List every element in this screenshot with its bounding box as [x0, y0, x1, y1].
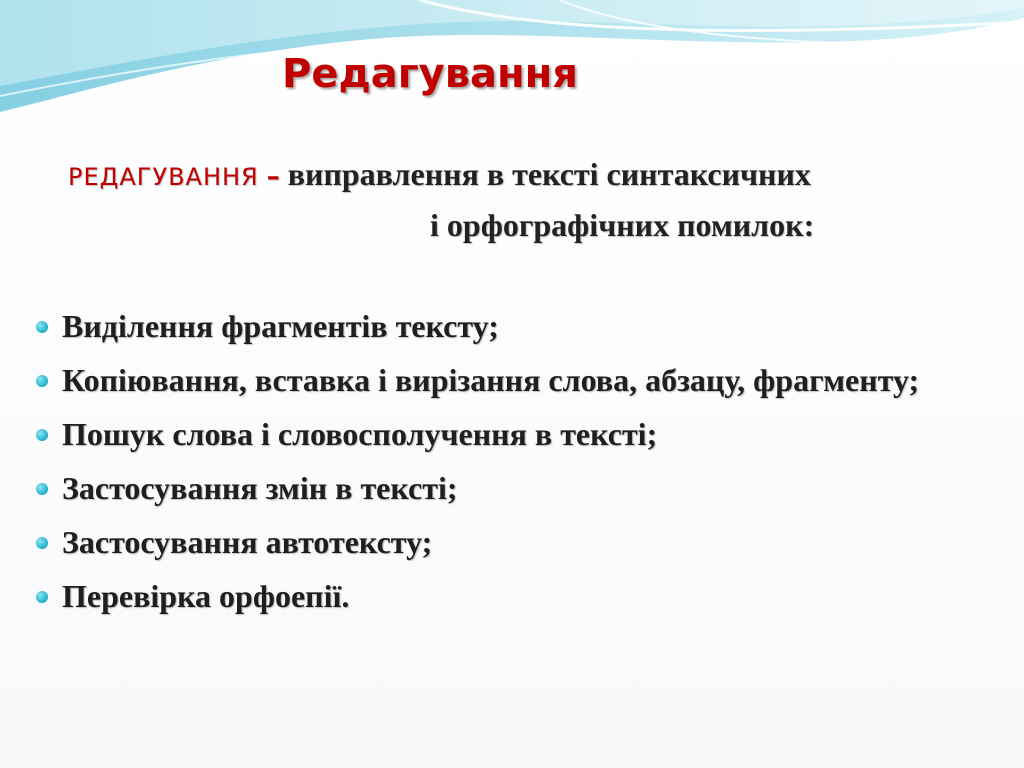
slide-title: Редагування	[282, 51, 578, 97]
definition-dash: –	[266, 162, 280, 192]
bullet-item	[34, 414, 974, 454]
bullet-text: Застосування автотексту;	[62, 524, 433, 560]
definition-term: РЕДАГУВАННЯ	[68, 163, 259, 191]
bullet-item	[34, 576, 974, 616]
bullet-item	[34, 522, 974, 562]
definition-block	[68, 150, 998, 249]
bullet-dot-icon	[36, 591, 48, 603]
definition-text-line-2: і орфографічних помилок:	[430, 207, 815, 243]
bullet-item	[34, 306, 974, 346]
bullet-dot-icon	[36, 429, 48, 441]
bullet-text: Виділення фрагментів тексту;	[62, 308, 499, 344]
bullet-text: Копіювання, вставка і вирізання слова, абзацу, фрагменту;	[62, 362, 920, 398]
definition-line-1	[68, 150, 998, 201]
bullet-dot-icon	[36, 537, 48, 549]
bullet-text: Застосування змін в тексті;	[62, 470, 458, 506]
bullet-text: Пошук слова і словосполучення в тексті;	[62, 416, 658, 452]
bullet-item	[34, 360, 974, 400]
bullet-dot-icon	[36, 483, 48, 495]
bullet-list	[34, 306, 974, 630]
bullet-text: Перевірка орфоепії.	[62, 578, 350, 614]
bullet-item	[34, 468, 974, 508]
bullet-dot-icon	[36, 375, 48, 387]
bullet-dot-icon	[36, 321, 48, 333]
definition-text-line-1: виправлення в тексті синтаксичних	[287, 156, 811, 192]
definition-line-2	[430, 201, 998, 249]
